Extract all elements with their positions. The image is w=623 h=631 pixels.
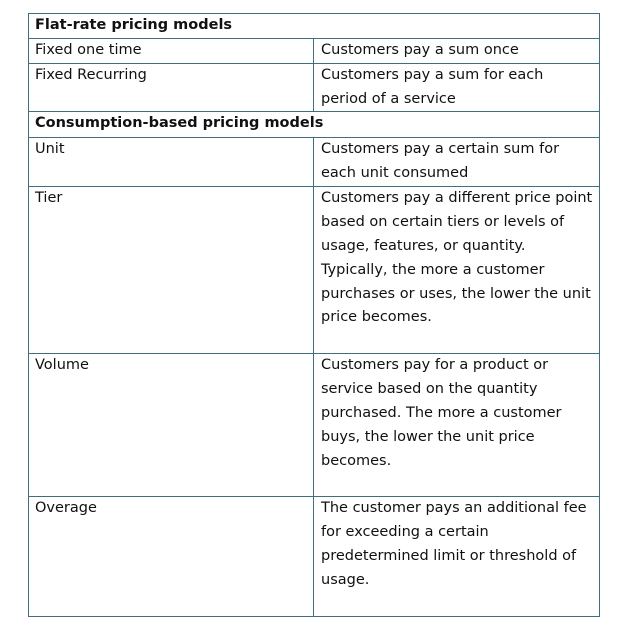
table-row: [29, 63, 600, 112]
model-description: The customer pays an additional fee for exceeding a certain predetermined limit or threshold of usage.: [314, 497, 600, 617]
section-title-consumption-based: Consumption-based pricing models: [29, 112, 600, 138]
model-description: Customers pay a certain sum for each unit consumed: [314, 138, 600, 187]
section-header-row: [29, 14, 600, 39]
section-title-flat-rate: Flat-rate pricing models: [29, 14, 600, 39]
model-name: Fixed Recurring: [29, 63, 314, 112]
table-row: [29, 138, 600, 187]
model-description: Customers pay for a product or service based on the quantity purchased. The more a customer buys, the lower the unit price becomes.: [314, 354, 600, 497]
model-name: Tier: [29, 187, 314, 354]
pricing-models-table: [28, 13, 600, 617]
model-description: Customers pay a sum for each period of a service: [314, 63, 600, 112]
model-description: Customers pay a different price point based on certain tiers or levels of usage, features, or quantity. Typically, the more a customer purchases or uses, the lower the unit price becomes.: [314, 187, 600, 354]
section-header-row: [29, 112, 600, 138]
model-name: Fixed one time: [29, 38, 314, 63]
table-row: [29, 187, 600, 354]
model-name: Volume: [29, 354, 314, 497]
table-row: [29, 497, 600, 617]
table-row: [29, 354, 600, 497]
model-name: Overage: [29, 497, 314, 617]
table-row: [29, 38, 600, 63]
model-name: Unit: [29, 138, 314, 187]
model-description: Customers pay a sum once: [314, 38, 600, 63]
